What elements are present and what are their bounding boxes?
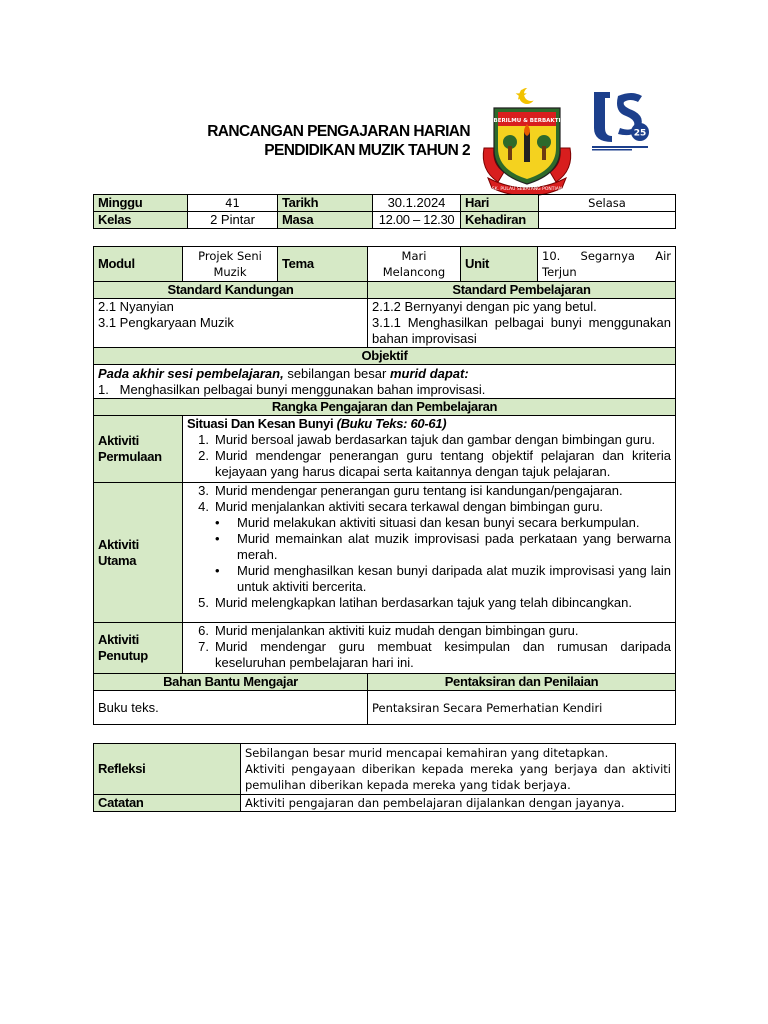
unit-label: Unit	[461, 247, 538, 282]
sk-item: 3.1 Pengkaryaan Muzik	[98, 315, 234, 330]
bullet-item: • Murid memainkan alat muzik improvisasi pada perkataan yang berwarna merah.	[215, 531, 671, 562]
standard-pembelajaran-header: Standard Pembelajaran	[368, 282, 676, 299]
tema-value: Mari Melancong	[368, 247, 461, 282]
unit-value: 10. Segarnya Air Terjun	[538, 247, 676, 282]
refleksi-line-2: Aktiviti pengayaan diberikan kepada mereka yang berjaya dan aktiviti pemulihan diberikan kepada mereka yang tidak berjaya.	[245, 762, 671, 792]
tema-label: Tema	[278, 247, 368, 282]
list-item: 6. Murid menjalankan aktiviti kuiz mudah dengan bimbingan guru.	[198, 623, 579, 638]
masa-label: Masa	[278, 212, 373, 229]
kehadiran-label: Kehadiran	[461, 212, 539, 229]
bullet-item: • Murid melakukan aktiviti situasi dan kesan bunyi secara berkumpulan.	[215, 515, 640, 530]
standard-kandungan-header: Standard Kandungan	[94, 282, 368, 299]
objektif-intro-c: murid dapat:	[389, 365, 469, 381]
pentaksiran-value: Pentaksiran Secara Pemerhatian Kendiri	[368, 691, 676, 725]
refleksi-content	[241, 744, 676, 795]
logo-number: 25	[633, 128, 647, 139]
refleksi-label: Refleksi	[94, 744, 241, 795]
aktiviti-permulaan-label: Aktiviti Permulaan	[94, 416, 183, 483]
lesson-table	[93, 246, 676, 725]
school-crest-logo	[478, 86, 576, 198]
list-item: 1. Murid bersoal jawab berdasarkan tajuk dan gambar dengan bimbingan guru.	[198, 432, 656, 447]
kelas-value: 2 Pintar	[188, 212, 278, 229]
rangka-header: Rangka Pengajaran dan Pembelajaran	[94, 399, 676, 416]
refleksi-line-1: Sebilangan besar murid mencapai kemahiran yang ditetapkan.	[245, 746, 609, 760]
sp-item: 2.1.2 Bernyanyi dengan pic yang betul.	[372, 299, 597, 314]
kelas-label: Kelas	[94, 212, 188, 229]
masa-value: 12.00 – 12.30	[373, 212, 461, 229]
list-item: 2. Murid mendengar penerangan guru tentang objektif pelajaran dan kriteria kejayaan yang harus dicapai serta kaitannya dengan tajuk pelajaran.	[198, 448, 671, 479]
list-item: 4. Murid menjalankan aktiviti secara terkawal dengan bimbingan guru.	[198, 499, 604, 514]
kehadiran-value	[539, 212, 676, 229]
hari-value: Selasa	[539, 195, 676, 212]
standard-pembelajaran-list	[368, 299, 676, 348]
crest-banner-text: BERILMU & BERBAKTI	[493, 118, 561, 124]
list-item: 7. Murid mendengar guru membuat kesimpulan dan rumusan daripada keseluruhan pembelajaran hari ini.	[198, 639, 671, 670]
aktiviti-penutup-content	[183, 623, 676, 674]
sp-item: 3.1.1 Menghasilkan pelbagai bunyi menggunakan bahan improvisasi	[372, 315, 671, 346]
pentaksiran-header: Pentaksiran dan Penilaian	[368, 674, 676, 691]
reflection-table	[93, 743, 676, 812]
objektif-header: Objektif	[94, 348, 676, 365]
list-item: 3. Murid mendengar penerangan guru tentang isi kandungan/pengajaran.	[198, 483, 623, 498]
situasi-ref: (Buku Teks: 60-61)	[336, 416, 447, 431]
hari-label: Hari	[461, 195, 539, 212]
tarikh-value: 30.1.2024	[373, 195, 461, 212]
bbm-value: Buku teks.	[94, 691, 368, 725]
bbm-header: Bahan Bantu Mengajar	[94, 674, 368, 691]
minggu-label: Minggu	[94, 195, 188, 212]
modul-value: Projek Seni Muzik	[183, 247, 278, 282]
minggu-value: 41	[188, 195, 278, 212]
aktiviti-permulaan-content	[183, 416, 676, 483]
aktiviti-penutup-label: Aktiviti Penutup	[94, 623, 183, 674]
aktiviti-utama-label: Aktiviti Utama	[94, 483, 183, 623]
title-line-1: RANCANGAN PENGAJARAN HARIAN	[207, 123, 470, 140]
tarikh-label: Tarikh	[278, 195, 373, 212]
list-item: 5. Murid melengkapkan latihan berdasarkan tajuk yang telah dibincangkan.	[198, 595, 632, 610]
info-table	[93, 194, 676, 229]
catatan-label: Catatan	[94, 795, 241, 812]
bullet-item: • Murid menghasilkan kesan bunyi daripada alat muzik improvisasi yang lain untuk aktiviti bercerita.	[215, 563, 671, 594]
crest-ribbon-text: SK. PULAU SEBATANG PONTIAN	[491, 187, 563, 192]
objektif-intro-a: Pada akhir sesi pembelajaran,	[98, 365, 284, 381]
title-line-2: PENDIDIKAN MUZIK TAHUN 2	[264, 142, 470, 159]
catatan-value: Aktiviti pengajaran dan pembelajaran dijalankan dengan jayanya.	[241, 795, 676, 812]
anniversary-25-logo	[588, 88, 652, 152]
sk-item: 2.1 Nyanyian	[98, 299, 174, 314]
objektif-item: 1. Menghasilkan pelbagai bunyi menggunakan bahan improvisasi.	[98, 381, 486, 397]
page-title	[200, 122, 470, 160]
situasi-title	[187, 416, 671, 432]
situasi-title-text: Situasi Dan Kesan Bunyi	[187, 416, 337, 431]
aktiviti-utama-content	[183, 483, 676, 623]
objektif-content	[94, 365, 676, 399]
standard-kandungan-list	[94, 299, 368, 348]
objektif-intro-b: sebilangan besar	[283, 365, 390, 381]
modul-label: Modul	[94, 247, 183, 282]
